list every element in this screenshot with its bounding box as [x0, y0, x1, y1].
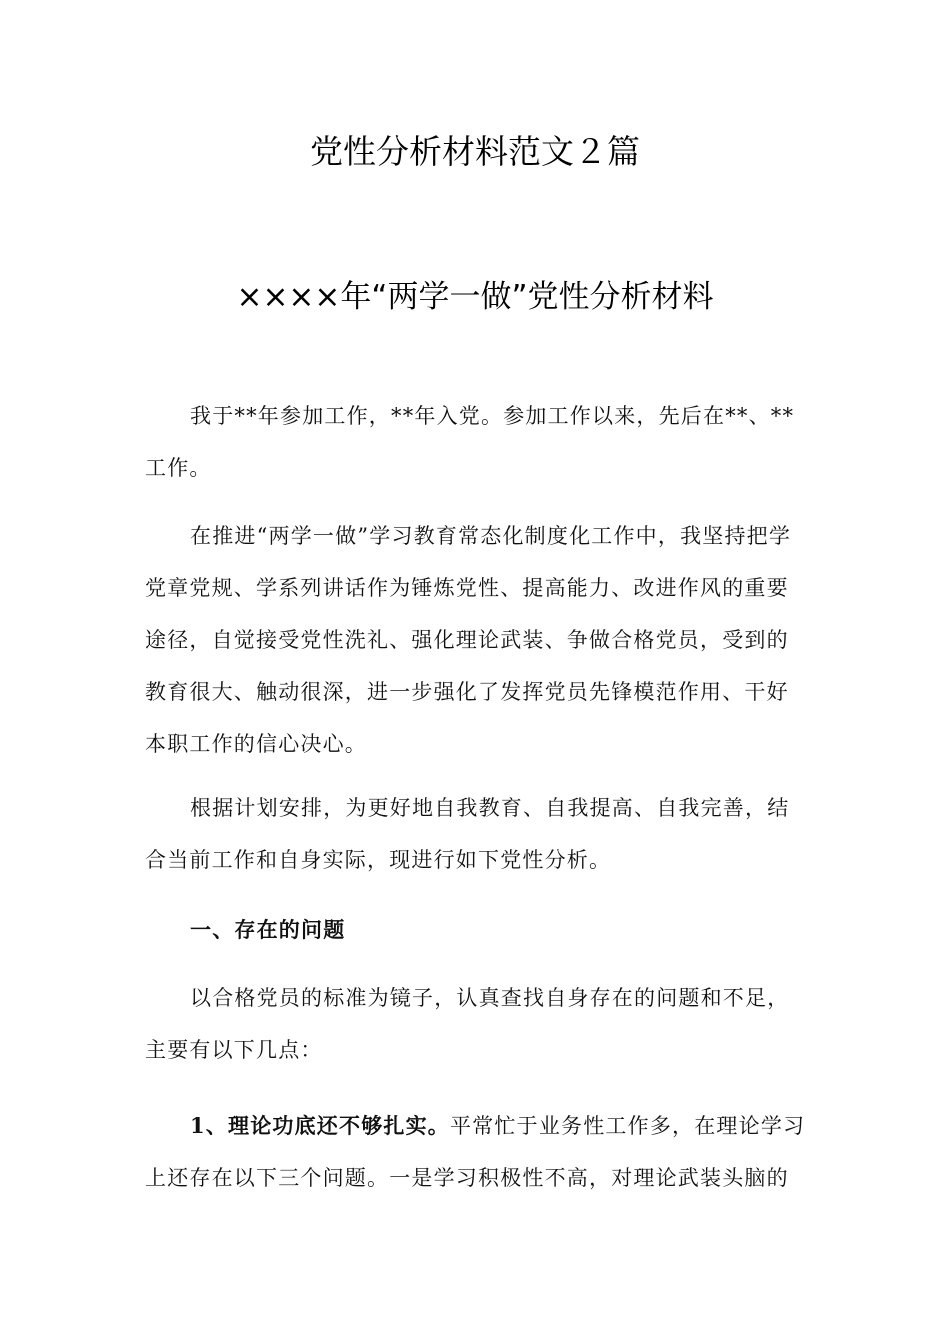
problem-1-lead: 1、理论功底还不够扎实。: [190, 1113, 451, 1138]
document-subtitle: ××××年“两学一做”党性分析材料: [236, 279, 714, 315]
paragraph-plan-intro: 根据计划安排，为更好地自我教育、自我提高、自我完善，结合当前工作和自身实际，现进行如下党性分析。: [145, 796, 790, 872]
section-heading-problems: 一、存在的问题: [190, 917, 346, 942]
paragraph-problems-intro: 以合格党员的标准为镜子，认真查找自身存在的问题和不足，主要有以下几点：: [145, 986, 790, 1062]
paragraph-problem-1: [145, 1100, 807, 1204]
paragraph-study-practice: 在推进“两学一做”学习教育常态化制度化工作中，我坚持把学党章党规、学系列讲话作为锤炼党性、提高能力、改进作风的重要途径，自觉接受党性洗礼、强化理论武装、争做合格党员，受到的教育很大、触动很深，进一步强化了发挥党员先锋模范作用、干好本职工作的信心决心。: [145, 524, 792, 756]
paragraph-work-history: 我于**年参加工作，**年入党。参加工作以来，先后在**、**工作。: [145, 404, 795, 480]
problem-1-text: 平常忙于业务性工作多，在理论学习上还存在以下三个问题。一是学习积极性不高，对理论武装头脑的: [145, 1114, 806, 1190]
document-title: 党性分析材料范文２篇: [310, 132, 640, 171]
